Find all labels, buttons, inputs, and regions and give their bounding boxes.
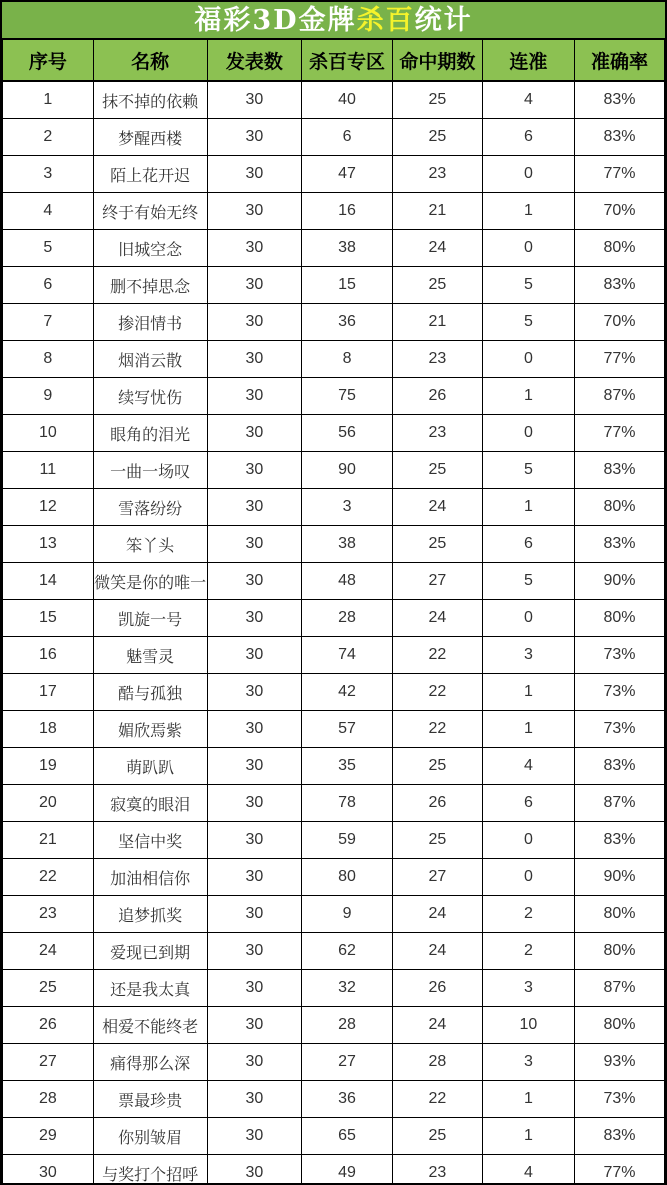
cell-zone: 9 xyxy=(302,896,393,933)
cell-index: 28 xyxy=(3,1081,94,1118)
cell-published: 30 xyxy=(207,415,302,452)
cell-zone: 59 xyxy=(302,822,393,859)
cell-name: 还是我太真 xyxy=(93,970,207,1007)
cell-index: 2 xyxy=(3,119,94,156)
cell-published: 30 xyxy=(207,341,302,378)
cell-published: 30 xyxy=(207,748,302,785)
table-row xyxy=(3,748,665,785)
cell-accuracy: 73% xyxy=(574,637,664,674)
cell-streak: 1 xyxy=(482,193,574,230)
table-row xyxy=(3,896,665,933)
cell-hits: 22 xyxy=(392,711,482,748)
cell-streak: 5 xyxy=(482,563,574,600)
cell-streak: 6 xyxy=(482,119,574,156)
table-row xyxy=(3,822,665,859)
cell-index: 18 xyxy=(3,711,94,748)
cell-zone: 35 xyxy=(302,748,393,785)
cell-name: 爱现已到期 xyxy=(93,933,207,970)
cell-accuracy: 87% xyxy=(574,785,664,822)
cell-published: 30 xyxy=(207,1007,302,1044)
cell-zone: 49 xyxy=(302,1155,393,1185)
cell-zone: 38 xyxy=(302,230,393,267)
header-row xyxy=(3,39,665,81)
cell-zone: 62 xyxy=(302,933,393,970)
cell-hits: 25 xyxy=(392,267,482,304)
cell-accuracy: 87% xyxy=(574,378,664,415)
table-row xyxy=(3,81,665,119)
cell-published: 30 xyxy=(207,193,302,230)
cell-hits: 24 xyxy=(392,1007,482,1044)
cell-index: 14 xyxy=(3,563,94,600)
cell-streak: 0 xyxy=(482,341,574,378)
table-row xyxy=(3,341,665,378)
cell-published: 30 xyxy=(207,119,302,156)
col-header-zone: 杀百专区 xyxy=(302,39,393,81)
cell-hits: 23 xyxy=(392,341,482,378)
cell-hits: 22 xyxy=(392,1081,482,1118)
cell-published: 30 xyxy=(207,711,302,748)
table-row xyxy=(3,711,665,748)
cell-accuracy: 90% xyxy=(574,859,664,896)
cell-streak: 4 xyxy=(482,1155,574,1185)
cell-index: 25 xyxy=(3,970,94,1007)
cell-index: 3 xyxy=(3,156,94,193)
title-highlight: 杀百 xyxy=(356,4,415,36)
cell-accuracy: 83% xyxy=(574,267,664,304)
cell-published: 30 xyxy=(207,674,302,711)
cell-published: 30 xyxy=(207,489,302,526)
cell-accuracy: 80% xyxy=(574,933,664,970)
cell-name: 追梦抓奖 xyxy=(93,896,207,933)
table-header xyxy=(3,39,665,81)
cell-name: 删不掉思念 xyxy=(93,267,207,304)
cell-zone: 28 xyxy=(302,1007,393,1044)
cell-zone: 78 xyxy=(302,785,393,822)
cell-accuracy: 87% xyxy=(574,970,664,1007)
cell-index: 5 xyxy=(3,230,94,267)
cell-streak: 1 xyxy=(482,674,574,711)
cell-hits: 24 xyxy=(392,230,482,267)
cell-zone: 6 xyxy=(302,119,393,156)
cell-zone: 75 xyxy=(302,378,393,415)
stats-table xyxy=(2,38,665,1185)
cell-name: 坚信中奖 xyxy=(93,822,207,859)
cell-hits: 24 xyxy=(392,489,482,526)
cell-accuracy: 90% xyxy=(574,563,664,600)
cell-index: 16 xyxy=(3,637,94,674)
table-row xyxy=(3,193,665,230)
cell-name: 加油相信你 xyxy=(93,859,207,896)
cell-published: 30 xyxy=(207,1155,302,1185)
cell-published: 30 xyxy=(207,970,302,1007)
cell-hits: 25 xyxy=(392,748,482,785)
cell-accuracy: 77% xyxy=(574,156,664,193)
cell-index: 30 xyxy=(3,1155,94,1185)
table-body xyxy=(3,81,665,1185)
col-header-hits: 命中期数 xyxy=(392,39,482,81)
col-header-streak: 连准 xyxy=(482,39,574,81)
cell-index: 21 xyxy=(3,822,94,859)
cell-index: 13 xyxy=(3,526,94,563)
cell-hits: 22 xyxy=(392,637,482,674)
cell-index: 15 xyxy=(3,600,94,637)
cell-name: 掺泪情书 xyxy=(93,304,207,341)
table-row xyxy=(3,378,665,415)
cell-streak: 0 xyxy=(482,415,574,452)
cell-zone: 36 xyxy=(302,304,393,341)
cell-zone: 28 xyxy=(302,600,393,637)
cell-streak: 6 xyxy=(482,526,574,563)
cell-zone: 90 xyxy=(302,452,393,489)
table-row xyxy=(3,230,665,267)
cell-name: 相爱不能终老 xyxy=(93,1007,207,1044)
cell-streak: 3 xyxy=(482,637,574,674)
cell-hits: 25 xyxy=(392,81,482,119)
cell-published: 30 xyxy=(207,156,302,193)
cell-published: 30 xyxy=(207,304,302,341)
table-row xyxy=(3,600,665,637)
cell-name: 陌上花开迟 xyxy=(93,156,207,193)
cell-zone: 16 xyxy=(302,193,393,230)
cell-published: 30 xyxy=(207,267,302,304)
cell-published: 30 xyxy=(207,600,302,637)
cell-name: 旧城空念 xyxy=(93,230,207,267)
cell-name: 抹不掉的依赖 xyxy=(93,81,207,119)
cell-name: 梦醒西楼 xyxy=(93,119,207,156)
cell-streak: 0 xyxy=(482,600,574,637)
table-row xyxy=(3,1118,665,1155)
cell-hits: 26 xyxy=(392,970,482,1007)
cell-hits: 24 xyxy=(392,600,482,637)
cell-streak: 1 xyxy=(482,489,574,526)
cell-hits: 21 xyxy=(392,193,482,230)
table-row xyxy=(3,526,665,563)
cell-name: 续写忧伤 xyxy=(93,378,207,415)
table-row xyxy=(3,1044,665,1081)
cell-streak: 1 xyxy=(482,711,574,748)
cell-accuracy: 83% xyxy=(574,119,664,156)
col-header-accuracy: 准确率 xyxy=(574,39,664,81)
cell-accuracy: 70% xyxy=(574,193,664,230)
cell-published: 30 xyxy=(207,452,302,489)
cell-zone: 38 xyxy=(302,526,393,563)
cell-name: 与奖打个招呼 xyxy=(93,1155,207,1185)
cell-hits: 25 xyxy=(392,1118,482,1155)
cell-accuracy: 80% xyxy=(574,600,664,637)
cell-published: 30 xyxy=(207,785,302,822)
table-row xyxy=(3,1007,665,1044)
col-header-index: 序号 xyxy=(3,39,94,81)
cell-accuracy: 83% xyxy=(574,748,664,785)
cell-streak: 5 xyxy=(482,304,574,341)
col-header-name: 名称 xyxy=(93,39,207,81)
cell-zone: 80 xyxy=(302,859,393,896)
cell-hits: 25 xyxy=(392,822,482,859)
cell-zone: 27 xyxy=(302,1044,393,1081)
cell-accuracy: 80% xyxy=(574,489,664,526)
cell-index: 24 xyxy=(3,933,94,970)
cell-published: 30 xyxy=(207,896,302,933)
cell-accuracy: 80% xyxy=(574,896,664,933)
cell-streak: 0 xyxy=(482,859,574,896)
cell-zone: 56 xyxy=(302,415,393,452)
cell-streak: 2 xyxy=(482,896,574,933)
table-row xyxy=(3,785,665,822)
cell-streak: 3 xyxy=(482,970,574,1007)
cell-published: 30 xyxy=(207,1118,302,1155)
cell-streak: 1 xyxy=(482,378,574,415)
cell-name: 萌趴趴 xyxy=(93,748,207,785)
cell-zone: 8 xyxy=(302,341,393,378)
cell-zone: 42 xyxy=(302,674,393,711)
cell-accuracy: 83% xyxy=(574,1118,664,1155)
table-row xyxy=(3,637,665,674)
title-suffix: 统计 xyxy=(414,4,473,36)
cell-index: 12 xyxy=(3,489,94,526)
cell-index: 1 xyxy=(3,81,94,119)
cell-zone: 40 xyxy=(302,81,393,119)
cell-streak: 3 xyxy=(482,1044,574,1081)
cell-index: 27 xyxy=(3,1044,94,1081)
cell-streak: 5 xyxy=(482,452,574,489)
cell-zone: 65 xyxy=(302,1118,393,1155)
cell-published: 30 xyxy=(207,526,302,563)
cell-streak: 5 xyxy=(482,267,574,304)
cell-name: 一曲一场叹 xyxy=(93,452,207,489)
cell-accuracy: 80% xyxy=(574,230,664,267)
cell-index: 11 xyxy=(3,452,94,489)
cell-hits: 26 xyxy=(392,785,482,822)
cell-hits: 28 xyxy=(392,1044,482,1081)
cell-zone: 15 xyxy=(302,267,393,304)
cell-accuracy: 73% xyxy=(574,711,664,748)
cell-hits: 25 xyxy=(392,452,482,489)
cell-hits: 22 xyxy=(392,674,482,711)
cell-name: 眼角的泪光 xyxy=(93,415,207,452)
cell-streak: 0 xyxy=(482,230,574,267)
cell-streak: 6 xyxy=(482,785,574,822)
cell-accuracy: 83% xyxy=(574,822,664,859)
cell-zone: 3 xyxy=(302,489,393,526)
cell-published: 30 xyxy=(207,81,302,119)
table-row xyxy=(3,970,665,1007)
cell-zone: 32 xyxy=(302,970,393,1007)
cell-accuracy: 70% xyxy=(574,304,664,341)
cell-name: 媚欣焉紫 xyxy=(93,711,207,748)
cell-hits: 26 xyxy=(392,378,482,415)
cell-zone: 57 xyxy=(302,711,393,748)
cell-streak: 4 xyxy=(482,748,574,785)
cell-streak: 0 xyxy=(482,156,574,193)
col-header-published: 发表数 xyxy=(207,39,302,81)
table-row xyxy=(3,452,665,489)
cell-published: 30 xyxy=(207,859,302,896)
cell-hits: 24 xyxy=(392,933,482,970)
cell-accuracy: 83% xyxy=(574,526,664,563)
table-row xyxy=(3,489,665,526)
cell-name: 雪落纷纷 xyxy=(93,489,207,526)
cell-published: 30 xyxy=(207,933,302,970)
cell-streak: 10 xyxy=(482,1007,574,1044)
cell-name: 寂寞的眼泪 xyxy=(93,785,207,822)
cell-zone: 47 xyxy=(302,156,393,193)
cell-streak: 2 xyxy=(482,933,574,970)
cell-accuracy: 80% xyxy=(574,1007,664,1044)
cell-name: 凯旋一号 xyxy=(93,600,207,637)
cell-name: 酷与孤独 xyxy=(93,674,207,711)
cell-hits: 25 xyxy=(392,526,482,563)
cell-hits: 24 xyxy=(392,896,482,933)
cell-accuracy: 83% xyxy=(574,452,664,489)
cell-index: 8 xyxy=(3,341,94,378)
table-row xyxy=(3,674,665,711)
cell-index: 6 xyxy=(3,267,94,304)
cell-index: 26 xyxy=(3,1007,94,1044)
cell-name: 烟消云散 xyxy=(93,341,207,378)
cell-index: 17 xyxy=(3,674,94,711)
cell-zone: 48 xyxy=(302,563,393,600)
cell-streak: 1 xyxy=(482,1081,574,1118)
cell-streak: 1 xyxy=(482,1118,574,1155)
cell-index: 23 xyxy=(3,896,94,933)
cell-accuracy: 77% xyxy=(574,341,664,378)
cell-published: 30 xyxy=(207,637,302,674)
cell-accuracy: 77% xyxy=(574,415,664,452)
cell-name: 笨丫头 xyxy=(93,526,207,563)
cell-index: 19 xyxy=(3,748,94,785)
page-title xyxy=(2,2,665,38)
table-row xyxy=(3,1155,665,1185)
cell-index: 20 xyxy=(3,785,94,822)
cell-index: 7 xyxy=(3,304,94,341)
table-row xyxy=(3,563,665,600)
cell-hits: 23 xyxy=(392,1155,482,1185)
cell-name: 魅雪灵 xyxy=(93,637,207,674)
table-row xyxy=(3,119,665,156)
cell-accuracy: 73% xyxy=(574,674,664,711)
table-row xyxy=(3,267,665,304)
cell-index: 9 xyxy=(3,378,94,415)
cell-zone: 74 xyxy=(302,637,393,674)
cell-hits: 23 xyxy=(392,415,482,452)
cell-hits: 25 xyxy=(392,119,482,156)
table-row xyxy=(3,933,665,970)
cell-published: 30 xyxy=(207,378,302,415)
table-row xyxy=(3,1081,665,1118)
cell-hits: 27 xyxy=(392,859,482,896)
cell-accuracy: 73% xyxy=(574,1081,664,1118)
table-row xyxy=(3,415,665,452)
cell-name: 你别皱眉 xyxy=(93,1118,207,1155)
cell-published: 30 xyxy=(207,822,302,859)
cell-hits: 23 xyxy=(392,156,482,193)
cell-accuracy: 77% xyxy=(574,1155,664,1185)
cell-name: 微笑是你的唯一 xyxy=(93,563,207,600)
cell-index: 4 xyxy=(3,193,94,230)
table-row xyxy=(3,859,665,896)
cell-accuracy: 93% xyxy=(574,1044,664,1081)
cell-name: 票最珍贵 xyxy=(93,1081,207,1118)
cell-hits: 21 xyxy=(392,304,482,341)
cell-hits: 27 xyxy=(392,563,482,600)
cell-name: 终于有始无终 xyxy=(93,193,207,230)
cell-streak: 0 xyxy=(482,822,574,859)
cell-published: 30 xyxy=(207,563,302,600)
cell-streak: 4 xyxy=(482,81,574,119)
cell-index: 10 xyxy=(3,415,94,452)
cell-published: 30 xyxy=(207,1044,302,1081)
cell-accuracy: 83% xyxy=(574,81,664,119)
cell-zone: 36 xyxy=(302,1081,393,1118)
cell-name: 痛得那么深 xyxy=(93,1044,207,1081)
table-row xyxy=(3,156,665,193)
table-row xyxy=(3,304,665,341)
title-prefix: 福彩3D金牌 xyxy=(194,4,357,36)
cell-index: 29 xyxy=(3,1118,94,1155)
cell-published: 30 xyxy=(207,230,302,267)
cell-index: 22 xyxy=(3,859,94,896)
cell-published: 30 xyxy=(207,1081,302,1118)
